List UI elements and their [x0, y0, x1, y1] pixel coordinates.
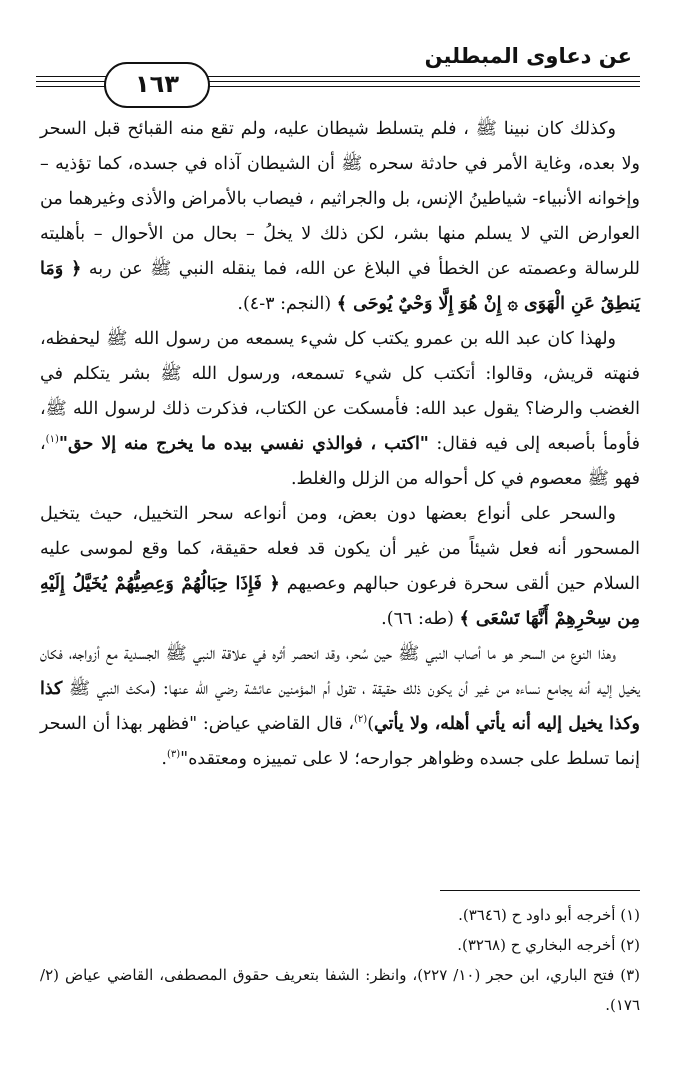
- emphasized-text: ﴿ وَمَا يَنطِقُ عَنِ الْهَوَى ۞ إِنْ هُوَ إِلَّا وَحْيٌ يُوحَى ﴾: [40, 259, 640, 314]
- emphasized-text: كذا وكذا يخيل إليه أنه يأتي أهله، ولا يأتي: [40, 679, 640, 734]
- footnote-marker: (٣): [166, 749, 181, 761]
- footnote-separator: [440, 890, 640, 891]
- paragraph: [40, 637, 640, 777]
- footnote-item: (٣) فتح الباري، ابن حجر (١٠/ ٢٢٧)، وانظر: الشفا بتعريف حقوق المصطفى، القاضي عياض (٢/ ١٧٦).: [40, 966, 640, 1014]
- page-number-badge: ١٦٣: [104, 62, 210, 108]
- footnote-marker: (١): [45, 434, 59, 446]
- text-run: (النجم: ٣-٤).: [237, 294, 337, 314]
- text-run: .: [161, 749, 167, 769]
- page-header: [36, 44, 640, 98]
- text-run: والسحر على أنواع بعضها دون بعض، ومن أنواعه سحر التخييل، حيث يتخيل المسحور أنه فعل شيئاً من غير أن يكون قد فعله حقيقة، كما وقع لموسى عليه السلام حين ألقى سحرة فرعون حبالهم وعصيهم: [40, 504, 640, 594]
- text-run: (طه: ٦٦).: [381, 609, 460, 629]
- main-text: [40, 112, 640, 777]
- paragraph: [40, 112, 640, 322]
- text-run: وكذلك كان نبينا ﷺ ، فلم يتسلط شيطان عليه، ولم تقع منه القبائح قبل السحر ولا بعده، وغاية الأمر في حادثة سحره ﷺ أن الشيطان آذاه في جسده، كما تؤذيه – وإخوانه الأنبياء- شياطينُ الإنس، بل والجراثيم ، فيصاب بالأمراض والأذى وغيرهما من العوارض التي لا يسلم منها بشر، لكن ذلك لا يخلُ – بحال من الأحوال – بأهليته للرسالة وعصمته عن الخطأ في البلاغ عن الله، فما ينقله النبي ﷺ عن ربه: [40, 119, 640, 279]
- text-run: ، قال القاضي عياض: "فظهر بهذا أن السحر إنما تسلط على جسده وظواهر جوارحه؛ لا على تمييزه ومعتقده": [40, 714, 640, 769]
- text-run: ): [367, 714, 375, 734]
- text-run: وهذا النوع من السحر هو ما أصاب النبي ﷺ حين سُحر، وقد انحصر أثره في علاقة النبي ﷺ الجسدية مع أزواجه، فكان يخيل إليه أنه يجامع نساءه من غير أن يكون ذلك حقيقة ، تقول أم المؤمنين عائشة رضي الله عنها: (مكث النبي ﷺ: [40, 644, 640, 699]
- footnote-marker: (٢): [354, 714, 368, 726]
- footnote-item: (١) أخرجه أبو داود ح (٣٦٤٦).: [458, 906, 640, 924]
- text-run: ، فهو ﷺ معصوم في كل أحواله من الزلل والغلط.: [40, 434, 640, 489]
- paragraph: [40, 497, 640, 637]
- footnote-item: (٢) أخرجه البخاري ح (٣٢٦٨).: [457, 936, 640, 954]
- paragraph: [40, 322, 640, 497]
- footnotes: [40, 900, 640, 1020]
- emphasized-text: "اكتب ، فوالذي نفسي بيده ما يخرج منه إلا حق": [58, 434, 429, 454]
- text-run: ولهذا كان عبد الله بن عمرو يكتب كل شيء يسمعه من رسول الله ﷺ ليحفظه، فنهته قريش، وقالوا: أتكتب كل شيء تسمعه، ورسول الله ﷺ بشر يتكلم في الغضب والرضا؟ يقول عبد الله: فأمسكت عن الكتاب، فذكرت ذلك لرسول الله ﷺ، فأومأ بأصبعه إلى فيه فقال:: [40, 329, 640, 454]
- running-title: عن دعاوى المبطلين: [421, 44, 636, 68]
- emphasized-text: ﴿ فَإِذَا حِبَالُهُمْ وَعِصِيُّهُمْ يُخَيَّلُ إِلَيْهِ مِن سِحْرِهِمْ أَنَّهَا تَسْعَى ﴾: [40, 574, 640, 629]
